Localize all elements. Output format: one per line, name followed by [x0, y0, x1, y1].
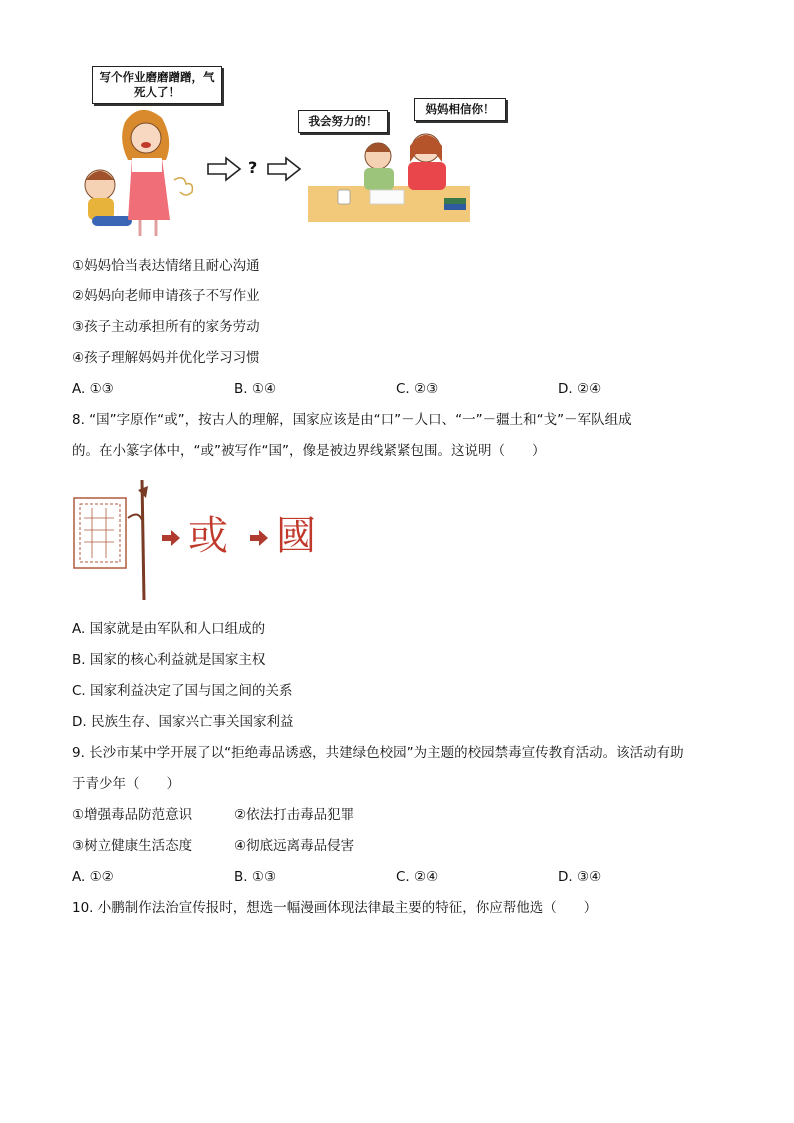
- q9-option-d[interactable]: D. ③④: [558, 869, 602, 885]
- character-evolution-illustration: [72, 478, 332, 602]
- q7-item: ④孩子理解妈妈并优化学习习惯: [72, 350, 260, 366]
- q7-item: ②妈妈向老师申请孩子不写作业: [72, 288, 260, 304]
- q7-option-c[interactable]: C. ②③: [396, 381, 439, 397]
- glyph-huo: 或: [188, 513, 228, 559]
- q9-option-c[interactable]: C. ②④: [396, 869, 439, 885]
- bubble-text: 妈妈相信你！: [425, 102, 495, 116]
- q8-stem-line: 的。在小篆字体中，“或”被写作“国”，像是被边界线紧紧包围。这说明（ ）: [72, 443, 546, 459]
- q8-option-c[interactable]: C. 国家利益决定了国与国之间的关系: [72, 683, 293, 699]
- q7-item: ③孩子主动承担所有的家务劳动: [72, 319, 260, 335]
- q7-option-d[interactable]: D. ②④: [558, 381, 602, 397]
- speech-bubble-calm-mom: [414, 98, 506, 121]
- q8-stem-line: 8. “国”字原作“或”，按古人的理解，国家应该是由“口”－人口、“一”－疆土和“戈”－军队组成: [72, 412, 632, 428]
- q9-stem-line: 于青少年（ ）: [72, 776, 180, 792]
- q9-stem-line: 9. 长沙市某中学开展了以“拒绝毒品诱惑，共建绿色校园”为主题的校园禁毒宣传教育活动。该活动有助: [72, 745, 684, 761]
- glyph-guo: 國: [276, 513, 316, 559]
- speech-bubble-angry-mom: [92, 66, 222, 104]
- arrow-right-icon: [266, 156, 302, 182]
- angry-mom-and-child-drawing: [70, 100, 220, 240]
- q9-item: ③树立健康生活态度: [72, 838, 193, 854]
- cartoon-illustration: [70, 60, 495, 240]
- bubble-text: 写个作业磨磨蹭蹭，气死人了！: [99, 70, 215, 99]
- q7-item: ①妈妈恰当表达情绪且耐心沟通: [72, 258, 260, 274]
- q9-item: ④彻底远离毒品侵害: [234, 838, 355, 854]
- arrow-right-icon: [206, 156, 242, 182]
- q8-option-a[interactable]: A. 国家就是由军队和人口组成的: [72, 621, 266, 637]
- arrow-right-icon: [162, 530, 180, 546]
- q9-option-a[interactable]: A. ①②: [72, 869, 114, 885]
- mom-helping-child-drawing: [308, 128, 470, 224]
- q9-option-b[interactable]: B. ①③: [234, 869, 277, 885]
- q8-option-d[interactable]: D. 民族生存、国家兴亡事关国家利益: [72, 714, 294, 730]
- q10-stem: 10. 小鹏制作法治宣传报时，想选一幅漫画体现法律最主要的特征，你应帮他选（ ）: [72, 900, 598, 916]
- q8-option-b[interactable]: B. 国家的核心利益就是国家主权: [72, 652, 266, 668]
- arrow-right-icon: [250, 530, 268, 546]
- bubble-text: 我会努力的！: [308, 114, 378, 128]
- q9-item: ①增强毒品防范意识: [72, 807, 193, 823]
- q9-item: ②依法打击毒品犯罪: [234, 807, 355, 823]
- question-mark: ?: [248, 158, 258, 177]
- q7-option-b[interactable]: B. ①④: [234, 381, 277, 397]
- q7-option-a[interactable]: A. ①③: [72, 381, 114, 397]
- ancient-map-and-halberd-drawing: [72, 478, 162, 602]
